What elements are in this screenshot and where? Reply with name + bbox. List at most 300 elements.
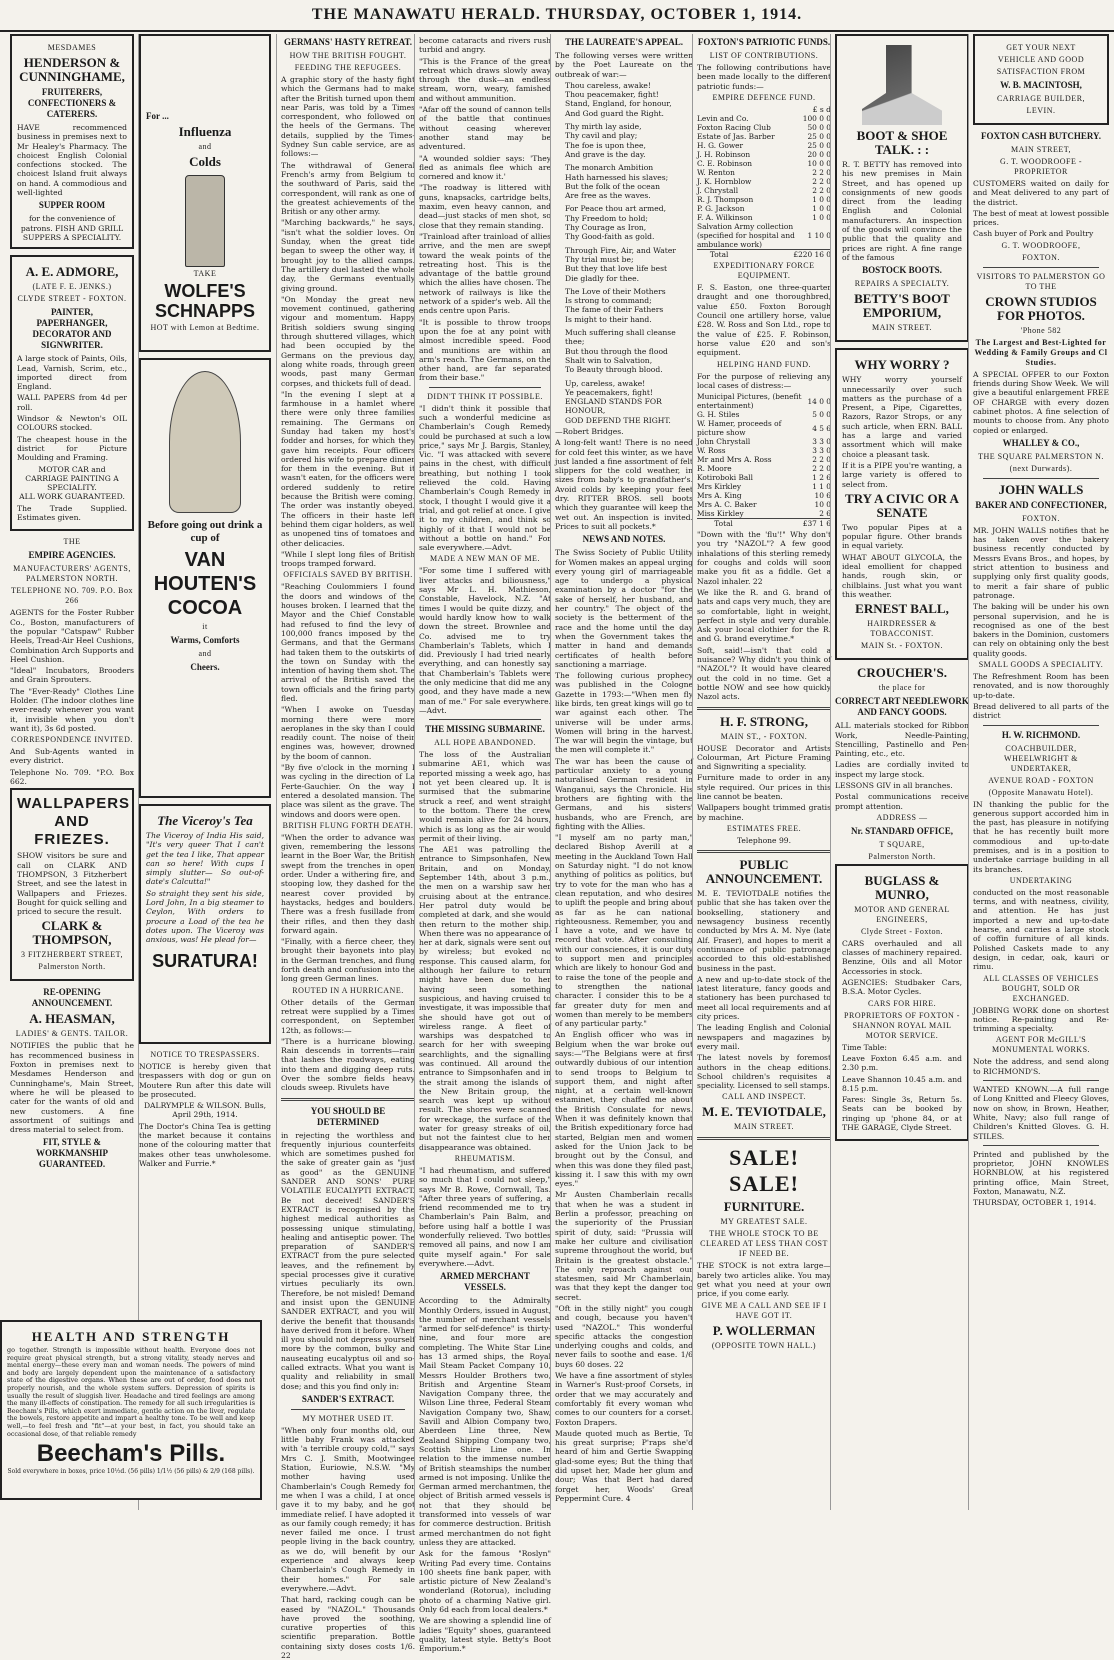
- contributor-amount: 25 0 0: [807, 141, 831, 151]
- contributor-name: F. A. Wilkinson: [697, 213, 753, 223]
- contributor-amount: 1 1 0: [812, 482, 831, 492]
- croucher-fancy: CORRECT ART NEEDLEWORK AND FANCY GOODS.: [835, 696, 969, 718]
- flu-note: "Down with the 'flu'!" Why don't you try "NAZOL"? A few good inhalations of this sterling remedy for coughs and colds will soon make you fit as a fiddle. Get a Nazol inhaler. 22: [697, 530, 831, 586]
- poem-line: The monarch Ambition: [565, 163, 654, 173]
- public-p2: A new and up-to-date stock of the latest literature, fancy goods and stationery has been purchased to meet all local requirements and at city prices.: [697, 974, 831, 1022]
- contributor-amount: 14 0 0: [807, 396, 831, 406]
- wallpapers-body: SHOW visitors be sure and call on CLARK AND THOMPSON, 3 Fitzherbert Street, and see the latest in Wallpapers and Friezes. Bought for quick selling and priced to secure the result.: [17, 851, 127, 917]
- poem-line: Are free as the waves.: [565, 191, 651, 201]
- crown-addr: THE SQUARE PALMERSTON N.: [978, 451, 1104, 461]
- sale-greatest: MY GREATEST SALE.: [720, 1217, 808, 1227]
- strong-p2: Furniture made to order in any style required. Our prices in this line cannot be beaten.: [697, 773, 831, 801]
- admore-wall: WALL PAPERS from 4d per roll.: [17, 393, 127, 412]
- help-fund-intro: For the purpose of relieving any local cases of distress:—: [697, 371, 831, 390]
- c4-p7: "It is possible to throw troops upon the foe at any point with almost incredible speed. Food and munitions are within an arm's reach. The Germans, on the other hand, are far separated from their base.": [419, 317, 551, 383]
- sander-title: YOU SHOULD BE DETERMINED: [310, 1105, 386, 1127]
- divider: [429, 387, 541, 388]
- boot-bostock: BOSTOCK BOOTS.: [862, 265, 942, 276]
- poem-line: Stand, England, for honour,: [565, 99, 672, 109]
- empire-fund-table: [697, 114, 831, 249]
- macintosh-l3: SATISFACTION FROM: [996, 67, 1086, 76]
- poem-line: ENGLAND STANDS FOR HONOUR,: [565, 397, 662, 416]
- croucher-body: ALL materials stocked for Ribbon Work, Needle-Painting, Stencilling, Pastinello and Pen-Painting, etc., etc.: [835, 721, 969, 759]
- admore-body: A large stock of Paints, Oils, Lead, Varnish, Scrim, etc., imported direct from England.: [17, 354, 127, 392]
- retreat-p11: "Finally, with a fierce cheer, they brought their bayonets into play in the German trenches, and flung forth death and confusion into the long green German lines.: [281, 937, 415, 984]
- retreat-h-hurricane: ROUTED IN A HURRICANE.: [292, 985, 404, 995]
- viceroy-poem1: The Viceroy of India His said, "It's very queer That I can't get the tea I like, That appear can so here! With cups I simply slutter— So out-of-date's Calcutta!": [146, 831, 264, 887]
- rheumatism-title: RHEUMATISM.: [454, 1153, 516, 1163]
- richmond-name: H. W. RICHMOND.: [1001, 729, 1081, 740]
- poem-line: Thy Good-faith as gold.: [565, 232, 655, 242]
- poem-line: But the folk of the ocean: [565, 181, 660, 191]
- empire-the: THE: [63, 537, 81, 547]
- contributor-amount: 2 2 0: [812, 464, 831, 474]
- exp-fund-body: F. S. Easton, one three-quarter draught and one thoroughbred, value £50. Foxton Borough Council one artillery horse, value £28. W. Ross and Son Ltd., rope to the value of £25. F. Robinson, horse value £20 and son's equipment.: [697, 283, 831, 358]
- poem-line: To Beauty through blood.: [565, 365, 663, 375]
- poem-line: The Love of their Mothers: [565, 286, 666, 296]
- empire-tel2: Telephone No. 709. "P.O. Box 662.: [10, 767, 134, 787]
- retreat-title: GERMANS' HASTY RETREAT.: [283, 37, 413, 47]
- table-row: [697, 213, 831, 222]
- walls-body: MR. JOHN WALLS notifies that he has taken over the bakery business recently conducted by Messrs Evans Bros., and hopes, by strict attention to business and supplying only first quality goods, to merit a fair share of public patronage.: [973, 525, 1109, 600]
- rheumatism-body: "I had rheumatism, and suffered so much that I could not sleep," says Mr B. Rowe, Cornwall, Tas. "After three years of suffering, a friend recommended me to try Chamberlain's Pain Balm, and before using half a bottle I was wonderfully relieved. Two bottles removed all pains, and now I am quite myself again." For sale everywhere.—Advt.: [419, 1165, 551, 1268]
- croucher-lessons: LESSONS GIV in all branches.: [835, 780, 953, 790]
- poem-line: Is strong to command;: [565, 296, 652, 306]
- sale-stock: THE STOCK is not extra large—barely two articles alike. You may get what you need at your own price, if you come early.: [697, 1261, 831, 1299]
- viceroy-poem2: So straight they sent his side, Lord John, In a big steamer to Ceylon, With orders to procure a Load of the tea he dotes upon. The Viceroy was anxious, was! He plead for—: [146, 888, 264, 945]
- worry-name: ERNEST BALL,: [855, 601, 949, 617]
- appeal-poem: [555, 81, 693, 425]
- admore-addr: CLYDE STREET - FOXTON.: [17, 294, 127, 304]
- help-fund-title: HELPING HAND FUND.: [716, 359, 812, 369]
- butchery-body: CUSTOMERS waited on daily for and Meat delivered to any part of the district.: [973, 179, 1109, 207]
- croucher-address: ADDRESS —: [876, 812, 928, 822]
- wolfe-and: and: [198, 142, 212, 151]
- henderson-foot: for the convenience of patrons. FISH AND GRILL SUPPERS A SPECIALITY.: [20, 214, 124, 242]
- strong-body: HOUSE Decorator and Artists Colourman, Art Picture Framing and Signwriting a speciality.: [697, 743, 831, 772]
- divider: [429, 719, 541, 720]
- nazol-note: Soft, said!—isn't that cold a nuisance? Why didn't you think of "NAZOL"? It would have cleared out the cold in no time. Get a bottle NOW and see how quickly Nazol acts.: [697, 645, 831, 702]
- newman-body: "For some time I suffered with liver attacks and biliousness," says Mr L. H. Mathieson, Constable, Havelock, N.Z. "At times I would be quite dizzy, and would hardly know how to walk down the street. Brownlee and Co. advised me to try Chamberlain's Tablets, which I did. Previously I had tried nearly everything, and can honestly say that Chamberlain's Tablets were the only medicine that did me any good, and they have made a new man of me." For sale everywhere.—Advt.: [419, 566, 551, 715]
- butchery-best: The best of meat at lowest possible prices.: [973, 208, 1109, 228]
- croucher-ad: [835, 666, 969, 862]
- worry-pipe: If it is a PIPE you're wanting, a large variety is offered to select from.: [842, 460, 962, 489]
- poem-line: Thy cavil and play;: [565, 131, 638, 141]
- buglass-fares: Fares: Single 3s, Return 5s. Seats can be booked by ringing up 'phone 84, or at THE GARAGE, Clyde Street.: [842, 1095, 962, 1133]
- retreat-p1: A graphic story of the hasty fight which the Germans had to make after the British turned upon them near Paris, was told by a Times correspondent, who followed on the heels of the Germans. The details, supplied by the Times-Sydney Sun cable service, are as follows:—: [281, 75, 415, 159]
- column-7: [830, 34, 969, 1510]
- richmond-addr: AVENUE ROAD - FOXTON: [988, 775, 1094, 785]
- bottle-icon: [185, 175, 225, 267]
- contributor-amount: 50 0 0: [807, 123, 831, 133]
- trespass-title: NOTICE TO TRESPASSERS.: [150, 1050, 260, 1059]
- worry-glycola: WHAT ABOUT GLYCOLA, the ideal emollient for chapped hands, rough skin, or chilblains. Just what you want this weather.: [842, 552, 962, 599]
- table-row: [697, 204, 831, 213]
- submarine-sub: ALL HOPE ABANDONED.: [434, 738, 536, 748]
- contributor-name: C. E. Robinson: [697, 159, 753, 169]
- richmond-ad: [973, 730, 1109, 1077]
- boot-ad: [835, 34, 969, 342]
- shoes-note: A long-felt want! There is no need for cold feet this winter, as we have just landed a fine assortment of felt slippers for the cold weather, in sizes from baby's to grandfather's. Avoid colds by keeping your feet dry. RITTER BROS. sell boots which they guarantee will keep the wet out. An inspection is invited. Prices to suit all pockets.*: [555, 438, 693, 531]
- retreat-p8: "When I awoke on Tuesday morning there were more aeroplanes in the sky than I could readily count. The noise of their engines was, however, drowned by the boom of cannon.: [281, 705, 415, 761]
- crown-visitors: VISITORS TO PALMERSTON GO TO THE: [976, 271, 1106, 291]
- retreat-p3: "Marching backwards," he says, "isn't what the soldier loves. On Sunday, when the great tide began to sweep the other way, it brought joy to the allied camps. The artillery duel lasted the whole day, the Germans eventually giving ground.: [281, 218, 415, 293]
- boot-repairs: REPAIRS A SPECIALTY.: [854, 279, 950, 289]
- contributor-name: Municipal Pictures, (benefit entertainment): [697, 392, 802, 411]
- armed-body: According to the Admiralty Monthly Orders, issued in August, the number of merchant vessels "armed for self-defence" is thirty-nine, and four more are completing. The White Star Line has 13 armed ships, the Royal Mail Steam Packet Company 10, Messrs Houlder Brothers two, British and Argentine Steam Navigation Company three, the Wilson Line three, Federal Steam Navigation Company two, Shaw, Savill and Albion Company two, Aberdeen Line three, New Zealand Shipping Company two, Scottish Shire Line one. In relation to the immense number of British steamships the number armed is not imposing. Unlike the German armed merchantmen, the object of British armed vessels is not that they should be transformed into vessels of war for commerce destruction. British armed merchantmen do not fight unless they are attacked.: [419, 1296, 551, 1547]
- table-row: [697, 150, 831, 159]
- table-row: [697, 132, 831, 141]
- heasman-title: RE-OPENING ANNOUNCEMENT.: [31, 987, 113, 1009]
- walls-small: SMALL GOODS A SPECIALITY.: [978, 660, 1104, 670]
- poem-line: But they that love life best: [565, 264, 668, 274]
- macintosh-town: LEVIN.: [1026, 106, 1056, 115]
- beecham-title: HEALTH AND STRENGTH: [31, 1329, 231, 1344]
- table-row: [697, 392, 831, 410]
- contributor-name: W. Hamer, proceeds of picture show: [697, 419, 782, 438]
- sale-ad: [697, 1145, 831, 1350]
- retreat-sub2: FEEDING THE REFUGEES.: [294, 63, 402, 72]
- table-row: [697, 482, 831, 491]
- column-5: [550, 34, 693, 1510]
- sale-name: P. WOLLERMAN: [712, 1322, 816, 1338]
- appeal-sign: —Robert Bridges.: [555, 426, 624, 436]
- contributor-name: R. Moore: [697, 464, 732, 474]
- viceroy-brand: SURATURA!: [152, 950, 258, 971]
- table-row: [697, 159, 831, 168]
- strong-p3: Wallpapers bought trimmed gratis by machine.: [697, 803, 831, 822]
- admore-motor: MOTOR CAR and CARRIAGE PAINTING A SPECIALITY.: [25, 464, 119, 493]
- contributor-amount: 2 6: [819, 509, 831, 519]
- admore-late: (LATE F. E. JENKS.): [32, 282, 112, 292]
- c4-p6: "Trainload after trainload of allies arrive, and the men are swept toward the weak points of the retreating host. This is the advantage of the battle ground which the allies have chosen. The network of railways is like the network of a spider's web. All the ends centre upon Paris.: [419, 231, 551, 316]
- contributor-amount: 20 0 0: [807, 150, 831, 160]
- armed-title: ARMED MERCHANT VESSELS.: [440, 1271, 530, 1293]
- public-ad: [697, 858, 831, 1132]
- total-label: Total: [709, 250, 729, 260]
- macintosh-trade: CARRIAGE BUILDER,: [996, 94, 1086, 103]
- c4-p1: become cataracts and rivers rush turbid and angry.: [419, 36, 551, 55]
- butchery-title: FOXTON CASH BUTCHERY.: [981, 131, 1101, 141]
- contributor-name: Mrs Kirkley: [697, 482, 742, 492]
- wolfe-ad: [139, 34, 271, 352]
- vanhouten-ad: [139, 358, 271, 798]
- richmond-agent: AGENT FOR McGILL'S MONUMENTAL WORKS.: [991, 1035, 1091, 1055]
- wolfe-colds: Colds: [189, 154, 221, 169]
- butchery-prop: G. T. WOODROOFE - PROPRIETOR: [999, 157, 1083, 176]
- column-4: [414, 34, 551, 1654]
- news-p4: "I myself am no party man," declared Bishop Averill at a meeting in the Auckland Town Hall on Saturday night. "I do not know anything of politics as politics, but try to vote for the man who has a clean reputation, and who desires to uplift the people and bring about as far as he can national righteousness. Remember, you and I have a vote, and we have to record that vote. After consulting with our consciences, it is our duty to support men and principles which are likely to honour God and to raise the tone of the people and to strengthen the national character. I consider this to be a far greater duty for men and women than merely to be members of any particular party.": [555, 833, 693, 1029]
- table-row: [697, 186, 831, 195]
- poem-line: Thy mirth lay aside,: [565, 122, 642, 132]
- viceroy-title: The Viceroy's Tea: [157, 813, 253, 828]
- beecham-body: go together. Strength is impossible without health. Everyone does not require great physical strength, but a strong vitality, steady nerves and mental energy—these every man and woman needs. The powers of mind and body are largely dependent upon the maintenance of a satisfactory state of the digestive organs. When these are out of order, food does not properly nourish, and the whole system suffers. Depression of spirits is usually the result of sluggish liver. Headache and tired feelings are among the many ill-effects of constipation. The remedy for all such irregularities is Beecham's Pills, which exert immediate, gentle action on the liver, regulate the bowels, restore appetite and impart a healthy tone. To be well and keep well,—to feel fresh and "fit"—at your best, in fact, you should take an occasional dose, of that reliable remedy: [7, 1346, 255, 1438]
- total-label: Total: [714, 519, 733, 529]
- vanhouten-and: and: [198, 649, 212, 658]
- roslyn-note: Ask for the famous "Roslyn" Writing Pad every time. Contains 100 sheets fine bank paper, with artistic picture of New Zealand's wonderland (Rotorua), including photo of a charming Native girl. Only 6d each from local dealers.*: [419, 1549, 551, 1615]
- column-6: [692, 34, 831, 1510]
- retreat-p6: "While I slept long files of British troops tramped forward.: [281, 549, 415, 569]
- contributor-name: P. G. Jackson: [697, 204, 745, 214]
- submarine-p2: The AE1 was patrolling the entrance to Simpsonhafen, New Britain, and on Monday, September 14th, about 3 p.m., the men on a warship saw her cruising about at the entrance. Her patrol duty would be completed at dark, and she would then return to the mother ship. When there was no appearance of her at dark, signals were sent out by wireless; but evoked no response. This caused alarm, for although her failure to return might have been due to her having seen something suspicious, and having cruised to investigate, it was impossible that she should have got out of wireless range. A fleet of warships was despatched to search for her with sweeping searchlights, and the signalling was continued. All around the entrance to Simpsonhafen and in the strait among the islands of the New Britain group, the search was kept up without result. The shores were scanned for wreckage, the surface of the water for greasy streaks of oil, but not the faintest clue to her disappearance was obtained.: [419, 845, 551, 1152]
- trespass-body: NOTICE is hereby given that trespassers with dog or gun on Moutere Run after this date will be prosecuted.: [139, 1062, 271, 1099]
- poem-line: Thou peacemaker, fight!: [565, 90, 659, 100]
- table-row: [697, 410, 831, 419]
- table-row: [697, 195, 831, 204]
- wolfe-for: For ...: [146, 111, 169, 121]
- beecham-ad: [0, 1320, 262, 1500]
- contributor-name: R. J. Thompson: [697, 195, 754, 205]
- divider: [291, 1409, 405, 1410]
- buglass-props: PROPRIETORS OF FOXTON - SHANNON ROYAL MAIL MOTOR SERVICE.: [844, 1010, 960, 1040]
- public-street: MAIN STREET.: [733, 1122, 795, 1132]
- worry-title: WHY WORRY ?: [854, 357, 950, 373]
- richmond-trade: COACHBUILDER, WHEELWRIGHT & UNDERTAKER,: [1004, 743, 1078, 773]
- buglass-time: Time Table:: [842, 1042, 887, 1052]
- poem-line: And grave is the day.: [565, 149, 646, 159]
- mother-body: "When only four months old, our little baby Frank was attacked with 'a terrible croupy cold,'" says Mrs C. J. Smith, Mootwingee Station, Euriowie, N.S.W. "My mother having used Chamberlain's Cough Remedy for me when I was a child, I at once gave it to my baby, and he got immediate relief. I have adopted it as our family cough remedy; it has never failed me once. I trust people living in the back country, as we do, will benefit by our experience and always keep Chamberlain's Cough Remedy in their homes." For sale everywhere.—Advt.: [281, 1425, 415, 1593]
- henderson-ad: [10, 34, 134, 249]
- empire-body: AGENTS for the Foster Rubber Co., Boston, manufacturers of the popular "Catspaw" Rubber Heels, Tread-Air Heel Cushions, Combination Arch Supports and Heel Cushion.: [10, 608, 135, 664]
- sale-whole: THE WHOLE STOCK TO BE CLEARED AT LESS THAN COST IF NEED BE.: [700, 1229, 828, 1259]
- news-p3: The war has been the cause of particular anxiety to a young naturalised German resident in Wanganui, says the Chronicle. His brothers are fighting with the Germans, and his sisters' husbands, who are French, are fighting with the Allies.: [555, 756, 693, 831]
- richmond-note: Note the address, and send along to RICHMOND'S.: [973, 1057, 1109, 1076]
- worry-two: Two popular Pipes at a popular figure. Other brands in equal variety.: [842, 522, 962, 551]
- divider: [983, 725, 1099, 726]
- contributor-amount: 2 2 0: [812, 186, 831, 196]
- crown-next: (next Durwards).: [1009, 463, 1073, 473]
- henderson-top: MESDAMES: [47, 43, 97, 52]
- contributor-name: Mr and Mrs A. Ross: [697, 455, 772, 465]
- contributor-amount: 2 2 0: [812, 177, 831, 187]
- buglass-addr: Clyde Street - Foxton.: [860, 926, 944, 936]
- contributor-name: Mrs A. King: [697, 491, 742, 501]
- divider: [983, 1080, 1099, 1081]
- table-row: [697, 123, 831, 132]
- contributor-amount: 2 2 0: [812, 455, 831, 465]
- poem-line: Thou careless, awake!: [565, 80, 651, 90]
- wolfe-brand: WOLFE'S SCHNAPPS: [154, 281, 256, 321]
- column-8: [968, 34, 1109, 1510]
- public-p4: The latest novels by foremost authors in the cheap editions. School children's requisites a speciality. Licensed to sell stamps.: [697, 1053, 831, 1091]
- crown-ad: [973, 272, 1109, 474]
- strong-est: ESTIMATES FREE.: [726, 823, 802, 833]
- mother-title: MY MOTHER USED IT.: [302, 1413, 394, 1423]
- worry-ad: [835, 348, 969, 660]
- table-row: [697, 437, 831, 446]
- buglass-leave2: Leave Shannon 10.45 a.m. and 8.15 p.m.: [842, 1074, 962, 1093]
- empire-corr: CORRESPONDENCE INVITED.: [11, 735, 133, 745]
- croucher-place: the place for: [878, 683, 926, 693]
- boot-emporium: BETTY'S BOOT EMPORIUM,: [854, 291, 950, 321]
- poem-line: Is might to their hand.: [565, 314, 652, 324]
- trespass-china: The Doctor's China Tea is getting the market because it contains none of the colouring matter that makes other teas unwholesome. Walker and Furrie.*: [139, 1121, 271, 1168]
- appeal-title: THE LAUREATE'S APPEAL.: [564, 37, 684, 47]
- contributor-name: H. G. Gower: [697, 141, 744, 151]
- contributor-name: J. Chrystall: [697, 186, 739, 196]
- retreat-h-flung: BRITISH FLUNG FORTH DEATH.: [282, 820, 414, 830]
- empire-name: EMPIRE AGENCIES.: [28, 550, 116, 561]
- news-p2: The following curious prophecy was published in the Cologne Gazette in 1793:—"When men fly like birds, ten great kings will go to war against each other. The universe will be under arms. Women will bring in the harvest. The war will begin the vintage, but the men will complete it.": [555, 671, 693, 755]
- table-row: [697, 446, 831, 455]
- lsd-header: £ s d: [812, 104, 831, 114]
- wallpapers-title: WALLPAPERS AND FRIEZES.: [17, 795, 131, 849]
- macintosh-ad: [973, 34, 1109, 125]
- walls-trade: BAKER AND CONFECTIONER,: [975, 499, 1107, 510]
- retreat-h-officials: OFFICIALS SAVED BY BRITISH.: [283, 570, 413, 580]
- poem-line: GOD DEFEND THE RIGHT.: [565, 415, 671, 425]
- contributor-amount: 5 0 0: [812, 410, 831, 420]
- buglass-title: BUGLASS & MUNRO,: [864, 872, 940, 902]
- walls-refresh: The Refreshment Room has been renovated, and is now thoroughly up-to-date.: [973, 672, 1109, 700]
- strong-tel: Telephone 99.: [736, 835, 792, 845]
- richmond-body: IN thanking the public for the generous support accorded him in the past, has pleasure in notifying that he has recently built more commodious and up-to-date premises, and is in a position to undertake carriage building in all its branches.: [973, 799, 1109, 874]
- admore-windsor: Windsor & Newton's OIL COLOURS stocked.: [17, 414, 127, 433]
- didnt-body: "I didn't think it possible that such a wonderful medicine as Chamberlain's Cough Remedy could be purchased at such a low price," says Mr J. Bargis, Stanley, Vic. "I was attacked with severe pains in the chest, with difficult breathing, but nothing I took relieved the cold. Having Chamberlain's Cough Remedy in stock, I thought I would give it a trial, and got relief at once. I give it to my children, and think so highly of it that I would not be without a bottle on hand." For sale everywhere.—Advt.: [419, 403, 551, 553]
- contributor-amount: 1 0 0: [812, 195, 831, 205]
- worry-try: TRY A CIVIC OR A SENATE: [845, 490, 959, 520]
- croucher-square: T SQUARE,: [879, 839, 925, 849]
- contributor-name: Salvation Army collection (specified for hospital and ambulance work): [697, 222, 795, 250]
- poem-line: Shalt win to Salvation,: [565, 355, 653, 365]
- butchery-town: FOXTON.: [1022, 252, 1060, 262]
- boot-body: R. T. BETTY has removed into his new premises in Main Street, and has opened up consignments of new goods direct from the leading English and Colonial manufacturers. An inspection of the goods will convince the public that the quality and prices are right. A fine range of the famous: [842, 160, 962, 262]
- vanhouten-brand: VAN HOUTEN'S COCOA: [153, 549, 257, 619]
- crown-phone: 'Phone 582: [1020, 325, 1062, 335]
- macintosh-l1: GET YOUR NEXT: [1006, 43, 1076, 52]
- table-row: [697, 141, 831, 150]
- empire-ever: The "Ever-Ready" Clothes Line Holder. (The indoor clothes line ever-ready whenever you want it, invisible when you don't want it), 3s 6d posted.: [10, 686, 134, 733]
- divider: [983, 267, 1099, 268]
- vanhouten-it: it: [202, 622, 208, 631]
- wolfe-hot: HOT with Lemon at Bedtime.: [150, 323, 260, 332]
- boot-title: BOOT & SHOE TALK. : :: [856, 128, 948, 157]
- croucher-postal: Postal communications receive prompt attention.: [835, 792, 969, 811]
- news-p5: An English officer who was in Belgium when the war broke out says:—"The Belgians were at first outwardly dubious of our intention to send troops to Belgium to support them, and night after night, at a certain well-known estaminet, they chaffed me about the British Consulate for news. When it was definitely known that the British expeditionary force had started, Belgian men and women asked for the Union Jack to be brought out by the Consul, and when this was done they filed past, kissing it. I saw this with my own eyes.": [555, 1030, 693, 1189]
- admore-ad: [10, 255, 134, 531]
- newman-title: MADE A NEW MAN OF ME.: [430, 554, 540, 564]
- contributor-amount: 2 2 0: [812, 168, 831, 178]
- c4-p4: "A wounded soldier says: 'They fled as animals flee which are cornered and know it.': [419, 153, 551, 182]
- retreat-p4: "On Monday the great new movement continued, gathering vigour and momentum. Happy British soldiers swung singing through shuttered villages, which had been occupied by the Germans on the previous day, along white roads, through green woods, past many German corpses, and thickets full of dead.: [281, 294, 415, 388]
- retreat-p5: "In the evening I slept at a farmhouse in a hamlet where there were only three families remaining. The Germans on Sunday had taken my host's fodder and horses, for which they gave him receipts. Four officers ordered his wife to prepare dinner for them in the evening. But it wasn't eaten, for the officers were ordered suddenly to retire because the British were coming. The order was instantly obeyed. The officers in their haste left behind them cigar holders, as well as unopened tins of tomatoes and other delicacies.: [281, 389, 415, 548]
- buglass-hire: CARS FOR HIRE.: [867, 998, 937, 1008]
- news-p9: Maude quoted much as Bertie, To his great surprise; P'raps she'd heard of him and Gertie Swapping glad-some eyes; But the thing that did upset her, Made her glum and dour; Was that Bert had dared forget her, Woods' Great Peppermint Cure. 4: [555, 1428, 693, 1503]
- empire-ad: [10, 537, 134, 786]
- sale-opp: (OPPOSITE TOWN HALL.): [711, 1340, 817, 1350]
- heasman-name: A. HEASMAN,: [29, 1011, 115, 1027]
- poem-line: And God guard the Right.: [565, 108, 664, 118]
- news-p1: The Swiss Society of Public Utility for Women makes an appeal urging every young girl of marriageable age to undergo a physical examination by a doctor "for the sake of herself, her husband, and her country." The object of the society is the betterment of the race and the home until the day when the Government takes the matter in hand and demands certificates of health before sanctioning a marriage.: [555, 548, 693, 669]
- woman-illustration-icon: [169, 371, 241, 513]
- contributor-amount: 4 5 6: [812, 423, 831, 433]
- table-row: [697, 473, 831, 482]
- butchery-sign: G. T. WOODROOFE,: [1001, 240, 1081, 250]
- empire-sub: MANUFACTURERS' AGENTS, PALMERSTON NORTH.: [13, 564, 131, 584]
- croucher-title: CROUCHER'S.: [857, 665, 947, 681]
- wolfe-take: TAKE: [193, 269, 217, 278]
- beecham-foot: Sold everywhere in boxes, price 10½d. (56 pills) 1/1½ (56 pills) & 2/9 (168 pills).: [7, 1468, 255, 1476]
- sander-foot: SANDER'S EXTRACT.: [301, 1393, 395, 1404]
- poem-line: Ye peacemakers, fight!: [565, 387, 653, 397]
- contributor-amount: 25 0 0: [807, 132, 831, 142]
- walls-bread: Bread delivered to all parts of the district: [973, 701, 1109, 721]
- table-row: [697, 509, 831, 518]
- column-3: [276, 34, 415, 1660]
- masthead: THE MANAWATU HERALD. THURSDAY, OCTOBER 1, 1914.: [0, 0, 1114, 32]
- contributor-name: Miss Kirkley: [697, 509, 744, 519]
- contributor-amount: 10 6: [814, 491, 831, 501]
- contributor-amount: 10 0: [814, 500, 831, 510]
- contributor-amount: 1 0 0: [812, 204, 831, 214]
- richmond-jobbing: JOBBING WORK done on shortest notice. Re-painting and Re-trimming a specialty.: [973, 1005, 1109, 1034]
- richmond-p2: conducted on the most reasonable terms, and with neatness, civility, and attention. He has just imported a new and up-to-date hearse, and carries a large stock of coffin furniture of all kinds. Polished Caskets made to any design, in cedar, oak, kauri or rimu.: [973, 887, 1109, 972]
- wallpapers-addr: 3 FITZHERBERT STREET,: [21, 950, 123, 960]
- table-row: [697, 455, 831, 464]
- wallpapers-firm: CLARK & THOMPSON,: [32, 918, 112, 948]
- poem-line: Die gladly for thee.: [565, 273, 640, 283]
- empire-fund-title: EMPIRE DEFENCE FUND.: [712, 92, 816, 102]
- news-title: NEWS AND NOTES.: [582, 534, 666, 545]
- contributor-name: Estate of Jas. Barber: [697, 132, 775, 142]
- column-1: [10, 34, 134, 1510]
- public-call: CALL AND INSPECT.: [722, 1092, 806, 1102]
- trespass-ad: [139, 1050, 271, 1168]
- richmond-opp: (Opposite Manawatu Hotel).: [988, 787, 1094, 797]
- empire-ideal: "Ideal" Incubators, Brooders and Grain Sprouters.: [10, 666, 134, 685]
- contributor-name: John Chrystall: [697, 437, 751, 447]
- empire-fund-total: [697, 249, 831, 259]
- public-title: PUBLIC ANNOUNCEMENT.: [705, 857, 823, 887]
- retreat-p10: "When the order to advance was given, remembering the lessons learnt in the Boer War, the British swept from the trenches in open order. Under a withering fire, and stooping low, they dashed for the nearest cover provided by haystacks, hedges and boulders. There was a fresh fusillade from their rifles, and then they dash forward again.: [281, 832, 415, 935]
- butchery-cash: Cash buyer of Pork and Poultry: [973, 229, 1094, 239]
- poem-line: But thou through the flood: [565, 346, 668, 356]
- poem-line: Hath harnessed his slaves;: [565, 172, 669, 182]
- croucher-office: Nr. STANDARD OFFICE,: [850, 825, 953, 836]
- heasman-foot: FIT, STYLE & WORKMANSHIP GUARANTEED.: [36, 1137, 108, 1170]
- sale-2: SALE!: [729, 1171, 799, 1197]
- divider: [697, 1137, 831, 1140]
- contributor-amount: 1 2 6: [812, 473, 831, 483]
- funds-intro: The following contributions have been made locally to the different patriotic funds:—: [697, 63, 831, 91]
- macintosh-name: W. B. MACINTOSH,: [1000, 80, 1082, 90]
- divider: [983, 1145, 1099, 1146]
- trespass-sign: DALRYMPLE & WILSON. Bulls, April 29th, 1914.: [143, 1101, 267, 1120]
- brand-note: We like the R. and G. brand of hats and caps very much, they are so comfortable, light in weight, perfect in style and very durable. Ask your local clothier for the R. and G. brand everytime.*: [697, 587, 831, 644]
- table-row: [697, 464, 831, 473]
- retreat-p13: "There is a hurricane blowing. Rain descends in torrents—rain that lashes the roadways, eating into them and digging deep ruts. Over the sombre fields heavy clouds sweep. Rivulets have: [281, 1036, 415, 1093]
- poem-line: Thy Freedom to hold;: [565, 213, 648, 223]
- public-body: M. E. TEVIOTDALE notifies the public that she has taken over the bookselling, stationery and newsagency business recently conducted by Mrs A. M. Nye (late Alf. Fraser), and hopes to merit a continuance of public patronage accorded to this old-established business in the past.: [697, 889, 831, 973]
- table-row: [697, 419, 831, 437]
- croucher-ladies: Ladies are cordially invited to inspect my large stock.: [835, 760, 969, 779]
- contributor-name: Levin and Co.: [697, 114, 749, 124]
- worry-trade: HAIRDRESSER & TOBACCONIST.: [867, 619, 937, 639]
- heasman-sub: LADIES' & GENTS. TAILOR.: [15, 1029, 129, 1039]
- news-p7: "Oft in the stilly night" you cough and cough, because you haven't used "NAZOL." This wonderful specific attacks the congestion underlying coughs and colds, and never fails to soothe and ease. 1/6 buys 60 doses. 22: [555, 1304, 693, 1369]
- vanhouten-line: Before going out drink a cup of: [147, 519, 263, 544]
- walls-ad: [973, 483, 1109, 721]
- crown-body: A SPECIAL OFFER to our Foxton friends during Show Week. We will give a beautiful enlargement FREE OF CHARGE with every dozen cabinet photos. A fine selection of mounts to choose from. Any photo copied or enlarged.: [973, 369, 1109, 435]
- wallpapers-town: Palmerston North.: [38, 962, 106, 972]
- strong-name: H. F. STRONG,: [719, 713, 808, 729]
- table-row: [697, 500, 831, 509]
- poem-line: The fame of their Fathers: [565, 305, 664, 315]
- poem-line: Through Fire, Air, and Water: [565, 245, 676, 255]
- contributor-amount: 1 0 0: [812, 213, 831, 223]
- butchery-ad: [973, 131, 1109, 263]
- contributor-name: W. Ross: [697, 446, 726, 456]
